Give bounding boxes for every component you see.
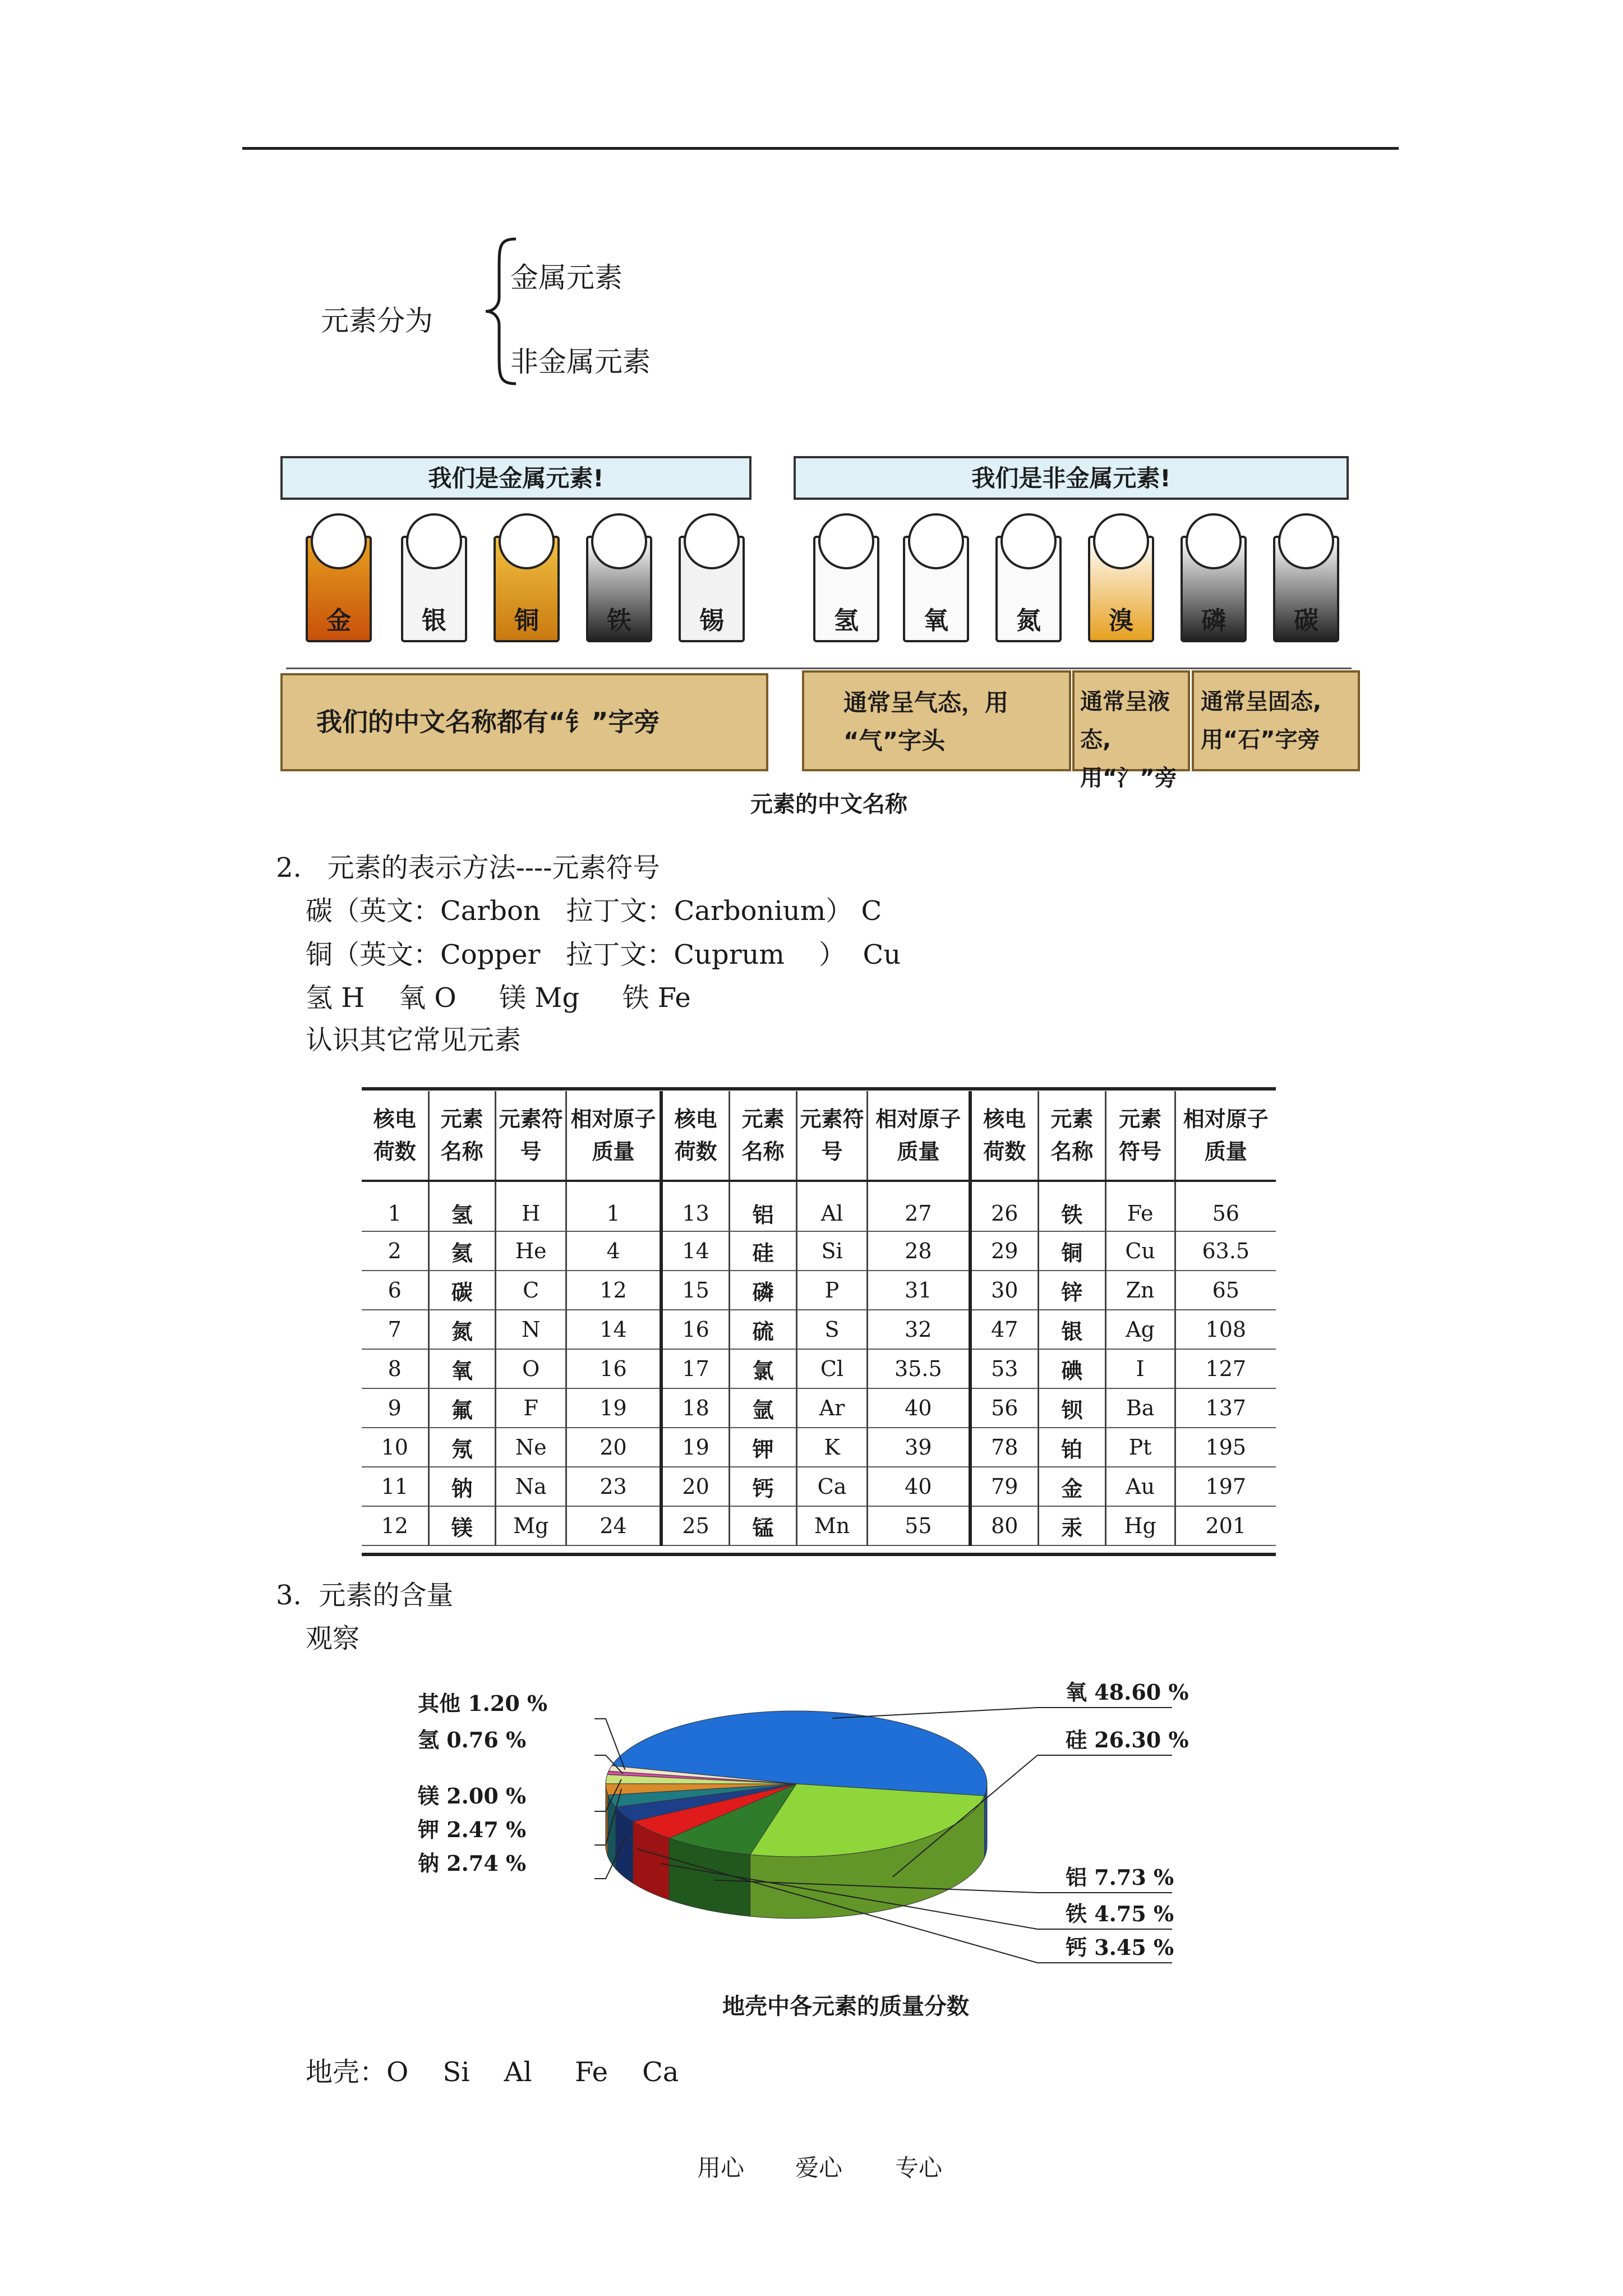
name-cell: 金	[1039, 1467, 1106, 1506]
name-cell: 氩	[730, 1388, 797, 1428]
table-header-cell: 元素符号	[496, 1091, 566, 1181]
charge-cell: 2	[362, 1231, 428, 1271]
name-cell: 碳	[428, 1271, 496, 1310]
gas-note-line-1: 通常呈气态，用	[843, 689, 1009, 716]
mass-cell: 20	[566, 1428, 661, 1467]
name-cell: 氢	[428, 1181, 496, 1231]
mass-cell: 55	[868, 1506, 970, 1545]
charge-cell: 12	[362, 1506, 428, 1545]
table-row	[362, 1428, 1276, 1467]
symbol-cell: Al	[796, 1181, 867, 1231]
mass-cell: 108	[1175, 1310, 1276, 1349]
symbol-cell: N	[496, 1310, 566, 1349]
copper-line: 铜（英文：Copper 拉丁文：Cuprum ） Cu	[306, 939, 901, 970]
table-top-rule	[362, 1087, 1276, 1091]
tin-face-icon	[684, 513, 740, 569]
footer-word: 用心	[697, 2154, 745, 2182]
leader-line	[832, 1708, 1172, 1718]
oxygen-face-icon	[908, 513, 964, 569]
symbol-cell: Au	[1105, 1467, 1175, 1506]
name-cell: 铝	[730, 1181, 797, 1231]
metal-banner: 我们是金属元素!	[280, 456, 751, 500]
name-cell: 硫	[730, 1310, 797, 1349]
charge-cell: 56	[970, 1388, 1039, 1428]
name-cell: 氦	[428, 1231, 496, 1271]
name-cell: 铜	[1039, 1231, 1106, 1271]
table-header-row	[362, 1091, 1276, 1181]
chart-title: 地壳中各元素的质量分数	[722, 1994, 969, 2019]
charge-cell: 47	[970, 1310, 1039, 1349]
mass-cell: 56	[1175, 1181, 1276, 1231]
charge-cell: 9	[362, 1388, 428, 1428]
pie-slice-label: 氢 0.76 %	[418, 1727, 527, 1752]
nonmetal-name: 氮	[1016, 606, 1041, 635]
mass-cell: 40	[868, 1388, 970, 1428]
charge-cell: 30	[970, 1271, 1039, 1310]
name-cell: 镁	[428, 1506, 496, 1545]
phosphorus-face-icon	[1186, 513, 1242, 569]
charge-cell: 15	[661, 1271, 730, 1310]
symbol-cell: O	[496, 1349, 566, 1388]
table-header-cell: 相对原子质量	[1175, 1091, 1276, 1181]
mass-cell: 24	[566, 1506, 661, 1545]
ground-line	[286, 668, 1352, 669]
symbol-cell: I	[1105, 1349, 1175, 1388]
metal-name: 锡	[699, 606, 724, 635]
charge-cell: 6	[362, 1271, 428, 1310]
table-header-cell: 相对原子质量	[566, 1091, 661, 1181]
metal-name: 银	[422, 606, 446, 635]
table-bottom-rule	[362, 1553, 1276, 1556]
pie-slice-label: 氧 48.60 %	[1066, 1680, 1189, 1705]
symbol-cell: S	[796, 1310, 867, 1349]
mass-cell: 40	[868, 1467, 970, 1506]
name-cell: 磷	[730, 1271, 797, 1310]
charge-cell: 13	[661, 1181, 730, 1231]
header-rule	[242, 147, 1399, 150]
nonmetal-name: 氧	[924, 606, 948, 635]
solid-note-line-2: 用“石”字旁	[1201, 727, 1320, 753]
pie-slice-label: 铁 4.75 %	[1066, 1901, 1174, 1926]
table-row	[362, 1310, 1276, 1349]
charge-cell: 25	[661, 1506, 730, 1545]
mass-cell: 23	[566, 1467, 661, 1506]
symbols-line: 氢 H 氧 O 镁 Mg 铁 Fe	[306, 982, 691, 1014]
mass-cell: 32	[868, 1310, 970, 1349]
pie-slice-label: 钙 3.45 %	[1066, 1935, 1174, 1960]
table-header-cell: 核电荷数	[661, 1091, 730, 1181]
carbon-face-icon	[1278, 513, 1334, 569]
silver-face-icon	[406, 513, 462, 569]
symbol-cell: Cu	[1105, 1231, 1175, 1271]
table-row	[362, 1467, 1276, 1506]
symbol-cell: Mn	[796, 1506, 867, 1545]
iron-face-icon	[591, 513, 647, 569]
table-row	[362, 1388, 1276, 1428]
symbol-cell: Ar	[796, 1388, 867, 1428]
mass-cell: 127	[1175, 1349, 1276, 1388]
liquid-note-line-1: 通常呈液	[1080, 689, 1170, 715]
symbol-cell: Si	[796, 1231, 867, 1271]
table-row	[362, 1349, 1276, 1388]
metal-note-box: 我们的中文名称都有“钅”字旁	[280, 673, 768, 771]
table-header-cell: 核电荷数	[970, 1091, 1039, 1181]
symbol-cell: Fe	[1105, 1181, 1175, 1231]
charge-cell: 19	[661, 1428, 730, 1467]
symbol-cell: K	[796, 1428, 867, 1467]
symbol-cell: Zn	[1105, 1271, 1175, 1310]
table-header-cell: 元素符号	[1105, 1091, 1175, 1181]
name-cell: 铁	[1039, 1181, 1106, 1231]
table-header-cell: 元素名称	[1039, 1091, 1106, 1181]
nonmetal-name: 溴	[1109, 606, 1133, 635]
pie-slice-label: 钠 2.74 %	[418, 1851, 527, 1876]
bromine-face-icon	[1093, 513, 1149, 569]
mass-cell: 16	[566, 1349, 661, 1388]
gas-note-box	[802, 670, 1071, 771]
element-table	[362, 1091, 1276, 1546]
symbol-cell: H	[496, 1181, 566, 1231]
mass-cell: 63.5	[1175, 1231, 1276, 1271]
symbol-cell: Ba	[1105, 1388, 1175, 1428]
table-row	[362, 1181, 1276, 1231]
section3-heading: 3. 元素的含量	[276, 1580, 454, 1611]
crust-composition-chart	[393, 1672, 1245, 2008]
name-cell: 铂	[1039, 1428, 1106, 1467]
charge-cell: 18	[661, 1388, 730, 1428]
symbol-cell: P	[796, 1271, 867, 1310]
name-cell: 汞	[1039, 1506, 1106, 1545]
table-intro: 认识其它常见元素	[306, 1024, 522, 1056]
copper-face-icon	[499, 513, 555, 569]
symbol-cell: Ne	[496, 1428, 566, 1467]
mass-cell: 12	[566, 1271, 661, 1310]
mass-cell: 31	[868, 1271, 970, 1310]
symbol-cell: Cl	[796, 1349, 867, 1388]
footer-word: 爱心	[795, 2154, 843, 2182]
symbol-cell: Hg	[1105, 1506, 1175, 1545]
solid-note-box	[1192, 670, 1360, 771]
carbon-line: 碳（英文：Carbon 拉丁文：Carbonium） C	[306, 895, 882, 927]
nonmetal-name: 碳	[1294, 606, 1318, 635]
nonmetal-name: 氢	[834, 606, 859, 635]
mass-cell: 27	[868, 1181, 970, 1231]
symbol-cell: C	[496, 1271, 566, 1310]
gold-face-icon	[311, 513, 367, 569]
name-cell: 硅	[730, 1231, 797, 1271]
mass-cell: 4	[566, 1231, 661, 1271]
table-header-cell: 核电荷数	[362, 1091, 428, 1181]
classification-label: 元素分为	[321, 305, 433, 337]
observe-label: 观察	[306, 1623, 360, 1654]
table-header-cell: 元素名称	[428, 1091, 496, 1181]
mass-cell: 137	[1175, 1388, 1276, 1428]
pie-slice-label: 镁 2.00 %	[418, 1783, 527, 1809]
classification-metal: 金属元素	[510, 261, 623, 294]
table-row	[362, 1231, 1276, 1271]
nonmetal-name: 磷	[1201, 606, 1226, 635]
table-row	[362, 1506, 1276, 1545]
classification-nonmetal: 非金属元素	[510, 346, 651, 378]
pie-chart	[393, 1672, 1245, 1986]
name-cell: 氖	[428, 1428, 496, 1467]
charge-cell: 29	[970, 1231, 1039, 1271]
name-cell: 氮	[428, 1310, 496, 1349]
metal-name: 铁	[607, 606, 631, 635]
charge-cell: 10	[362, 1428, 428, 1467]
cartoon-caption: 元素的中文名称	[750, 792, 907, 817]
mass-cell: 14	[566, 1310, 661, 1349]
mass-cell: 65	[1175, 1271, 1276, 1310]
symbol-cell: Ag	[1105, 1310, 1175, 1349]
symbol-cell: He	[496, 1231, 566, 1271]
name-cell: 碘	[1039, 1349, 1106, 1388]
charge-cell: 20	[661, 1467, 730, 1506]
charge-cell: 17	[661, 1349, 730, 1388]
pie-slice-label: 其他 1.20 %	[418, 1691, 548, 1716]
charge-cell: 80	[970, 1506, 1039, 1545]
name-cell: 锌	[1039, 1271, 1106, 1310]
mass-cell: 39	[868, 1428, 970, 1467]
liquid-note-line-2: 态,用“氵”旁	[1080, 727, 1177, 791]
pie-slice-label: 硅 26.30 %	[1066, 1727, 1189, 1752]
element-names-illustration	[269, 446, 1368, 839]
symbol-cell: Pt	[1105, 1428, 1175, 1467]
table-row	[362, 1271, 1276, 1310]
crust-elements-line: 地壳：O Si Al Fe Ca	[306, 2056, 679, 2088]
symbol-cell: Na	[496, 1467, 566, 1506]
mass-cell: 35.5	[868, 1349, 970, 1388]
charge-cell: 7	[362, 1310, 428, 1349]
mass-cell: 1	[566, 1181, 661, 1231]
charge-cell: 14	[661, 1231, 730, 1271]
liquid-note-box	[1072, 670, 1190, 791]
gas-note-line-2: “气”字头	[843, 727, 946, 754]
mass-cell: 201	[1175, 1506, 1276, 1545]
symbol-cell: F	[496, 1388, 566, 1428]
name-cell: 钙	[730, 1467, 797, 1506]
mass-cell: 28	[868, 1231, 970, 1271]
metal-name: 铜	[514, 606, 539, 635]
charge-cell: 79	[970, 1467, 1039, 1506]
charge-cell: 16	[661, 1310, 730, 1349]
table-header-cell: 元素符号	[796, 1091, 867, 1181]
symbol-cell: Ca	[796, 1467, 867, 1506]
mass-cell: 195	[1175, 1428, 1276, 1467]
charge-cell: 26	[970, 1181, 1039, 1231]
section2-heading: 2. 元素的表示方法----元素符号	[276, 852, 660, 884]
name-cell: 氟	[428, 1388, 496, 1428]
name-cell: 钾	[730, 1428, 797, 1467]
name-cell: 银	[1039, 1310, 1106, 1349]
name-cell: 钡	[1039, 1388, 1106, 1428]
table-header-cell: 元素名称	[730, 1091, 797, 1181]
charge-cell: 53	[970, 1349, 1039, 1388]
metal-name: 金	[326, 606, 351, 635]
solid-note-line-1: 通常呈固态,	[1201, 689, 1322, 715]
charge-cell: 78	[970, 1428, 1039, 1467]
charge-cell: 11	[362, 1467, 428, 1506]
pie-slice-label: 铝 7.73 %	[1066, 1865, 1174, 1890]
hydrogen-face-icon	[818, 513, 874, 569]
mass-cell: 197	[1175, 1467, 1276, 1506]
name-cell: 锰	[730, 1506, 797, 1545]
footer-word: 专心	[895, 2154, 943, 2182]
symbol-cell: Mg	[496, 1506, 566, 1545]
charge-cell: 1	[362, 1181, 428, 1231]
name-cell: 氯	[730, 1349, 797, 1388]
nonmetal-banner: 我们是非金属元素!	[794, 456, 1349, 500]
table-header-cell: 相对原子质量	[868, 1091, 970, 1181]
charge-cell: 8	[362, 1349, 428, 1388]
name-cell: 钠	[428, 1467, 496, 1506]
mass-cell: 19	[566, 1388, 661, 1428]
nitrogen-face-icon	[1000, 513, 1057, 569]
name-cell: 氧	[428, 1349, 496, 1388]
pie-slice-label: 钾 2.47 %	[418, 1817, 527, 1842]
